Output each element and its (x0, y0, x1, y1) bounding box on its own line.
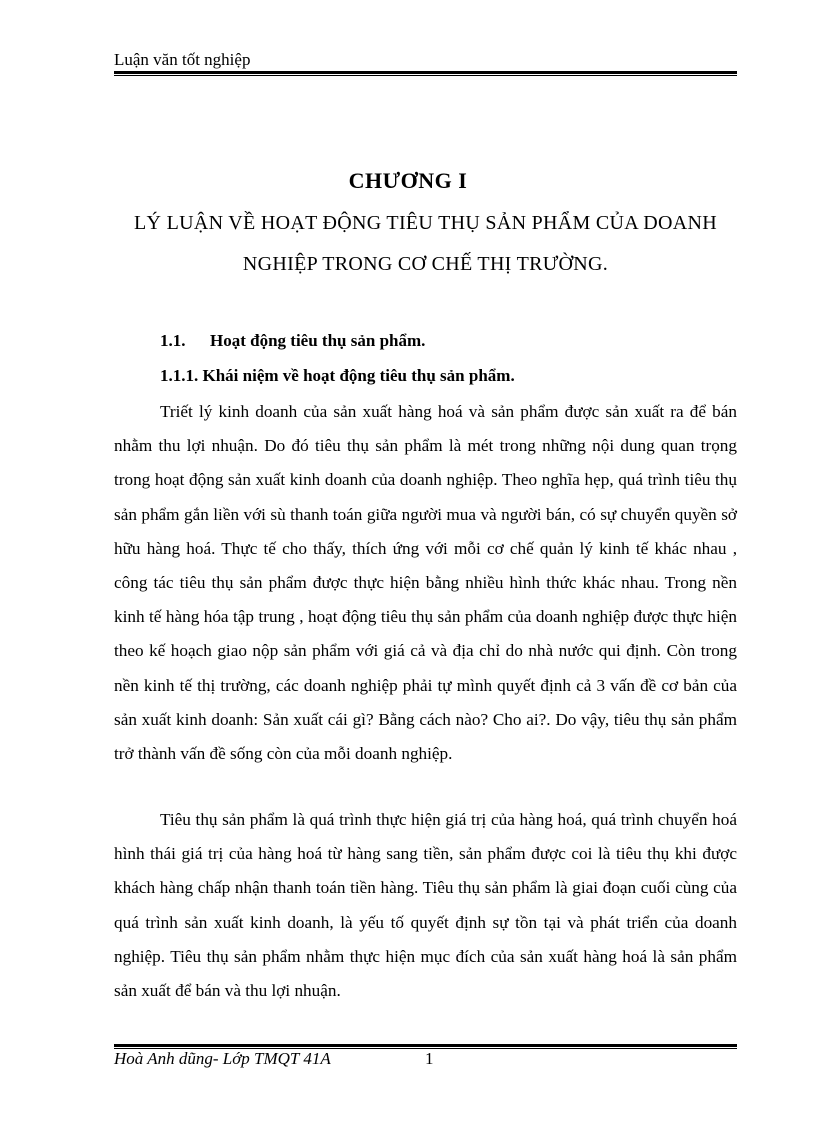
section-title: Hoạt động tiêu thụ sản phẩm. (210, 331, 426, 350)
page-number: 1 (425, 1049, 434, 1068)
chapter-subtitle-line-1: LÝ LUẬN VỀ HOẠT ĐỘNG TIÊU THỤ SẢN PHẨM CỦA DOANH (134, 212, 717, 234)
chapter-subtitle-line-2: NGHIỆP TRONG CƠ CHẾ THỊ TRƯỜNG. (242, 253, 609, 275)
section-number: 1.1. (160, 331, 186, 350)
subsection-heading: 1.1.1. Khái niệm về hoạt động tiêu thụ sản phẩm. (160, 366, 515, 385)
section-heading (160, 331, 425, 351)
running-footer: Hoà Anh dũng- Lớp TMQT 41A (114, 1049, 331, 1068)
body-paragraph-1: Triết lý kinh doanh của sản xuất hàng hoá và sản phẩm được sản xuất ra để bán nhằm thu lợi nhuận. Do đó tiêu thụ sản phẩm là mét trong những nội dung quan trọng trong hoạt động sản xuất kinh doanh của doanh nghiệp. Theo nghĩa hẹp, quá trình tiêu thụ sản phẩm gắn liền với sù thanh toán giữa người mua và người bán, có sự chuyển quyền sở hữu hàng hoá. Thực tế cho thấy, thích ứng với mỗi cơ chế quản lý kinh tế khác nhau , công tác tiêu thụ sản phẩm được thực hiện bằng nhiều hình thức khác nhau. Trong nền kinh tế hàng hóa tập trung , hoạt động tiêu thụ sản phẩm của doanh nghiệp được thực hiện theo kế hoạch giao nộp sản phẩm với giá cả và địa chỉ do nhà nước qui định. Còn trong nền kinh tế thị trường, các doanh nghiệp phải tự mình quyết định cả 3 vấn đề cơ bản của sản xuất kinh doanh: Sản xuất cái gì? Bằng cách nào? Cho ai?. Do vậy, tiêu thụ sản phẩm trở thành vấn đề sống còn của mỗi doanh nghiệp. (114, 402, 737, 764)
header-rule (114, 71, 737, 76)
body-paragraph-2: Tiêu thụ sản phẩm là quá trình thực hiện giá trị của hàng hoá, quá trình chuyển hoá hình thái giá trị của hàng hoá từ hàng sang tiền, sản phẩm được coi là tiêu thụ khi được khách hàng chấp nhận thanh toán tiền hàng. Tiêu thụ sản phẩm là giai đoạn cuối cùng của quá trình sản xuất kinh doanh, là yếu tố quyết định sự tồn tại và phát triển của doanh nghiệp. Tiêu thụ sản phẩm nhằm thực hiện mục đích của sản xuất hàng hoá là sản phẩm sản xuất để bán và thu lợi nhuận. (114, 810, 737, 1001)
running-header: Luận văn tốt nghiệp (114, 50, 251, 69)
chapter-title: CHƯƠNG I (348, 168, 468, 193)
